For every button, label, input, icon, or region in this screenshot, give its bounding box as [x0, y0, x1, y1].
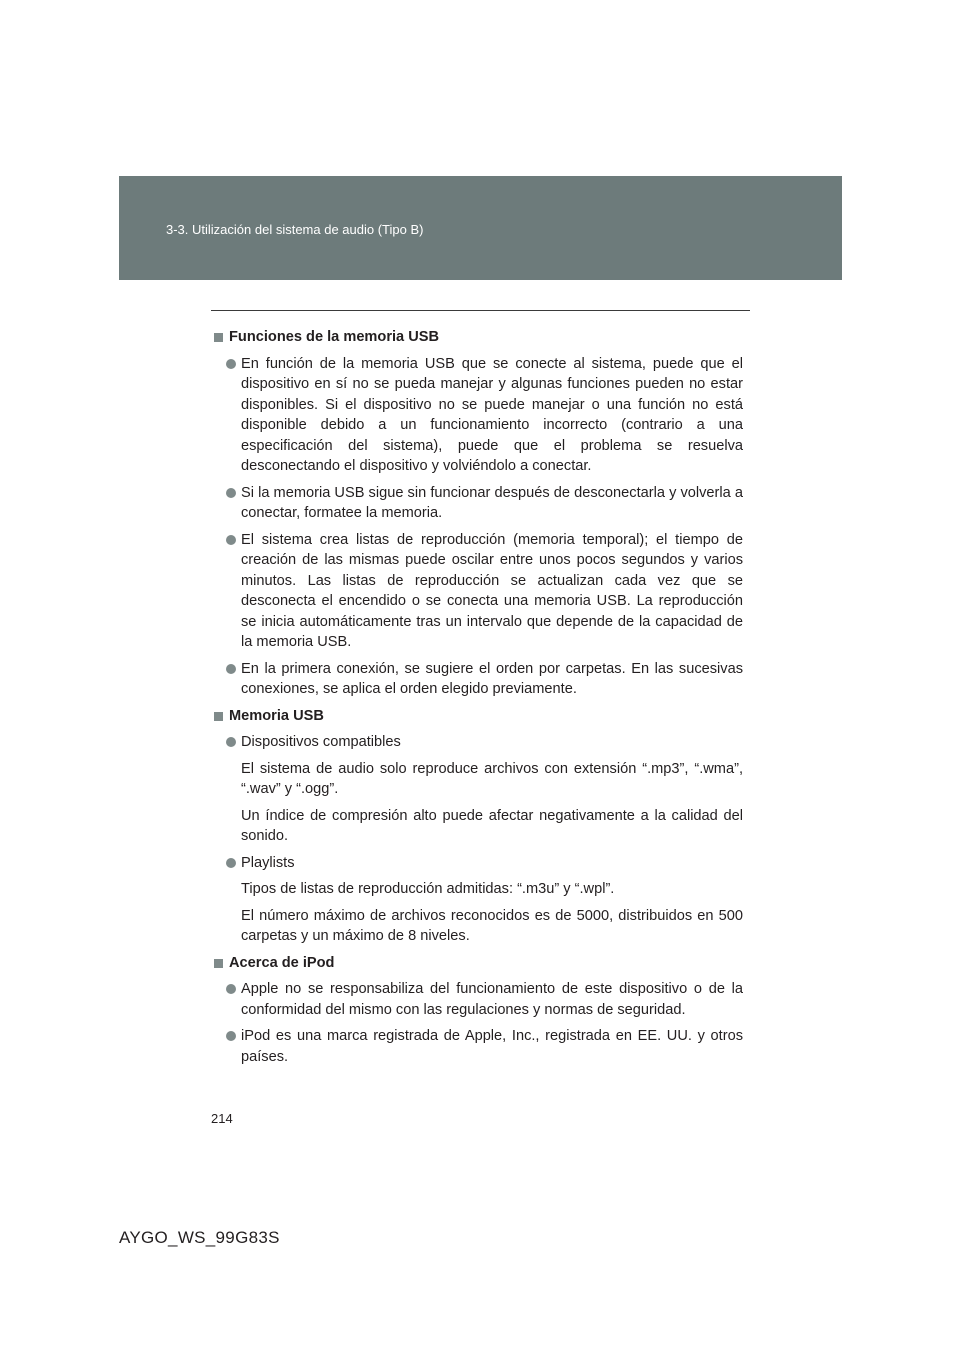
list-item	[213, 483, 743, 524]
section-usb-memory	[213, 706, 743, 947]
section-heading	[213, 327, 743, 348]
list-item-text: Playlists	[241, 854, 295, 871]
header-band	[119, 176, 842, 280]
document-code: AYGO_WS_99G83S	[119, 1228, 280, 1247]
list-item-text: iPod es una marca registrada de Apple, Inc., registrada en EE. UU. y otros países.	[241, 1028, 743, 1065]
paragraph: El número máximo de archivos reconocidos es de 5000, distribuidos en 500 carpetas y un máximo de 8 niveles.	[241, 907, 743, 944]
list-item-text: Apple no se responsabiliza del funcionamiento de este dispositivo o de la conformidad del mismo con las regulaciones y normas de seguridad.	[241, 981, 743, 1018]
square-bullet-icon	[214, 712, 223, 721]
square-bullet-icon	[214, 959, 223, 968]
section-heading-text: Funciones de la memoria USB	[229, 329, 440, 345]
list-item	[213, 1026, 743, 1067]
list-item	[213, 354, 743, 477]
list-item-text: En la primera conexión, se sugiere el orden por carpetas. En las sucesivas conexiones, se aplica el orden elegido previamente.	[241, 660, 743, 697]
circle-bullet-icon	[226, 664, 236, 674]
paragraph: El sistema de audio solo reproduce archivos con extensión “.mp3”, “.wma”, “.wav” y “.ogg”.	[241, 760, 743, 797]
circle-bullet-icon	[226, 535, 236, 545]
list-item	[213, 530, 743, 653]
list-item-text: Dispositivos compatibles	[241, 734, 401, 750]
paragraph: Un índice de compresión alto puede afectar negativamente a la calidad del sonido.	[241, 807, 743, 844]
circle-bullet-icon	[226, 488, 236, 498]
list-item	[213, 979, 743, 1020]
square-bullet-icon	[214, 333, 223, 342]
list-item	[213, 853, 743, 874]
list-item	[213, 732, 743, 753]
page-number: 214	[211, 1111, 233, 1126]
circle-bullet-icon	[226, 359, 236, 369]
circle-bullet-icon	[226, 858, 236, 868]
list-item-text: El sistema crea listas de reproducción (memoria temporal); el tiempo de creación de las mismas puede oscilar entre unos pocos segundos y varios minutos. Las listas de reproducción se actualizan cada vez que se desconecta el encendido o se conecta una memoria USB. La reproducción se inicia automáticamente tras un intervalo que depende de la capacidad de la memoria USB.	[241, 531, 743, 650]
list-item	[213, 659, 743, 700]
circle-bullet-icon	[226, 737, 236, 747]
divider	[211, 310, 750, 311]
circle-bullet-icon	[226, 984, 236, 994]
content	[213, 327, 743, 1073]
section-heading	[213, 706, 743, 727]
section-heading-text: Memoria USB	[229, 707, 324, 724]
section-heading	[213, 953, 743, 974]
paragraph: Tipos de listas de reproducción admitidas: “.m3u” y “.wpl”.	[241, 881, 615, 897]
section-usb-functions	[213, 327, 743, 700]
section-heading-text: Acerca de iPod	[229, 954, 335, 971]
section-title: 3-3. Utilización del sistema de audio (Tipo B)	[166, 222, 424, 237]
list-item-text: Si la memoria USB sigue sin funcionar después de desconectarla y volverla a conectar, formatee la memoria.	[241, 484, 743, 521]
list-item-text: En función de la memoria USB que se conecte al sistema, puede que el dispositivo en sí no se pueda manejar y algunas funciones pueden no estar disponibles. Si el dispositivo no se puede manejar o una función no está disponible debido a un funcionamiento incorrecto (contrario a una especificación del sistema), puede que el problema se resuelva desconectando el dispositivo y volviéndolo a conectar.	[241, 355, 743, 474]
section-ipod	[213, 953, 743, 1068]
circle-bullet-icon	[226, 1031, 236, 1041]
